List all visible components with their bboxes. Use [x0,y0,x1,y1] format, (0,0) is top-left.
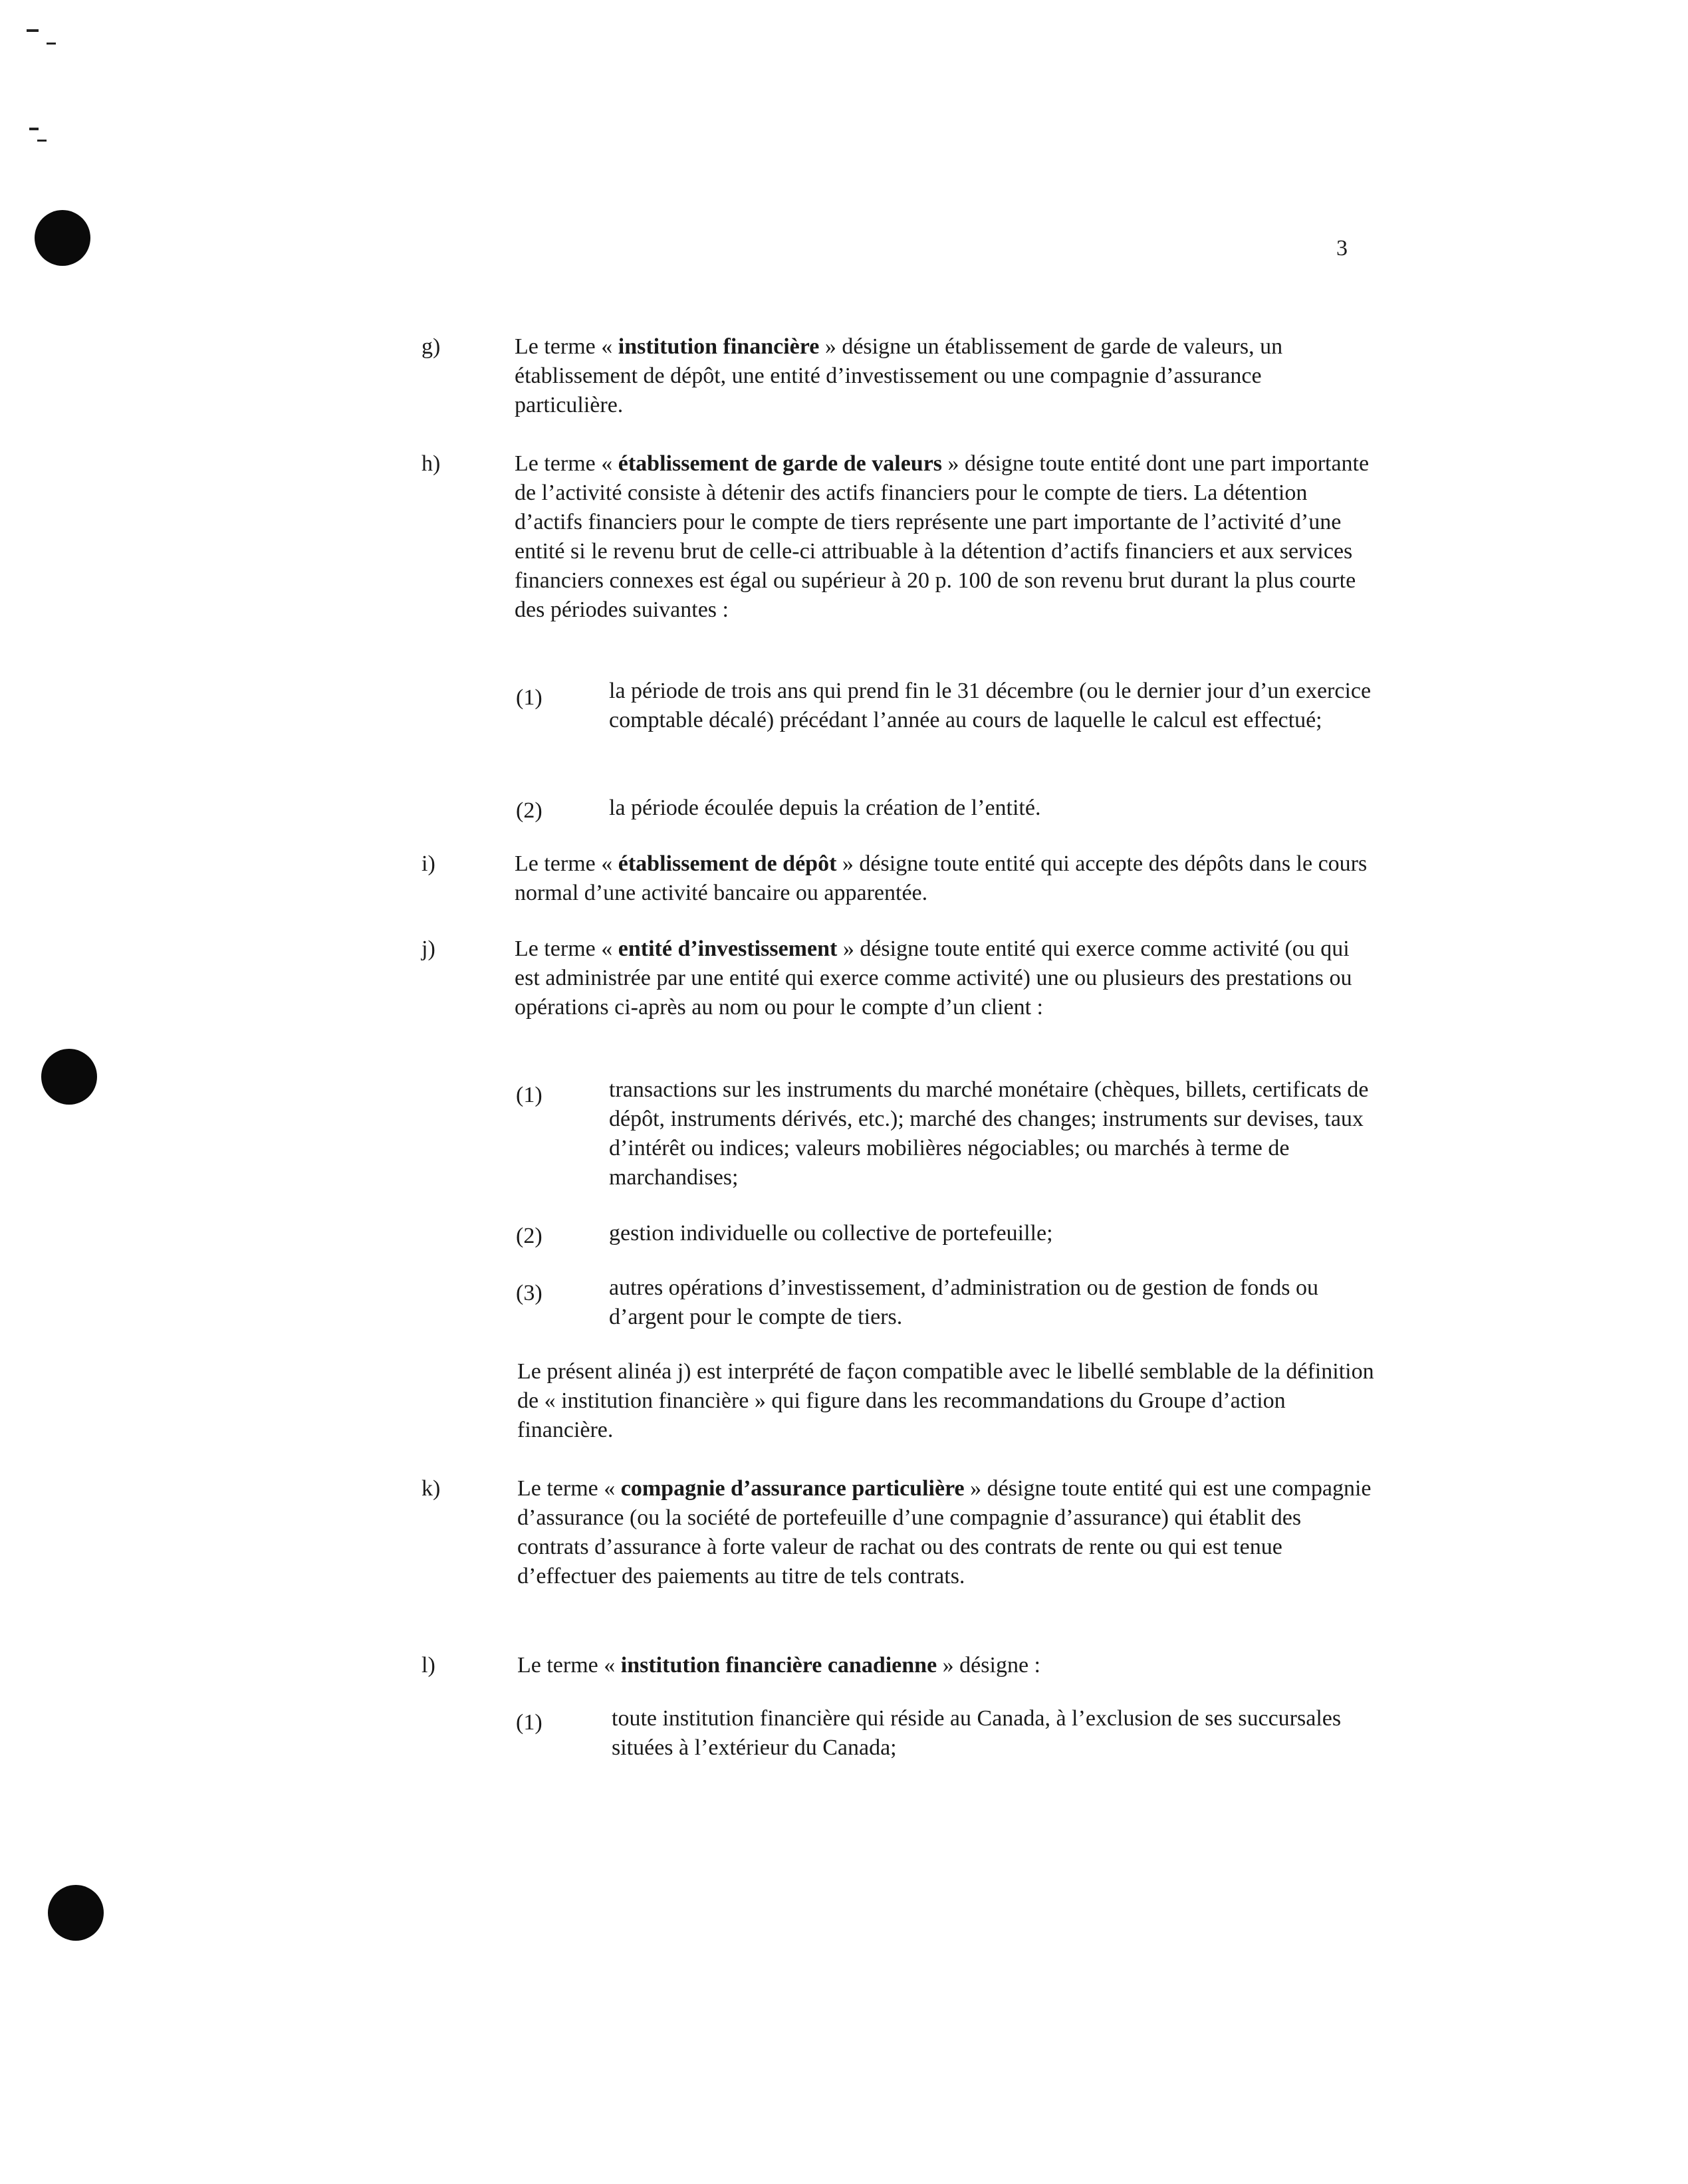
clause-lead: Le terme « [517,1653,621,1678]
punch-hole-bottom [48,1885,104,1941]
clause-label: i) [422,851,435,876]
clause-lead: Le terme « [515,334,618,359]
punch-hole-top [35,210,90,266]
clause-text [515,449,1372,625]
item-text: la période écoulée depuis la création de l’entité. [609,796,1041,820]
scan-mark [29,128,39,130]
clause-text [517,1474,1375,1591]
clause-text [515,849,1372,908]
clause-lead: Le terme « [517,1476,621,1501]
item-text: toute institution financière qui réside au Canada, à l’exclusion de ses succursales situées à l’extérieur du Canada; [612,1706,1342,1760]
clause-body: » désigne toute entité qui accepte des dépôts dans le cours normal d’une activité bancaire ou apparentée. [515,851,1368,905]
defined-term: compagnie d’assurance particulière [620,1476,965,1501]
item-label: (1) [516,1083,543,1107]
scan-mark [27,29,39,32]
scan-mark [37,140,47,142]
clause-body: » désigne un établissement de garde de valeurs, un établissement de dépôt, une entité d’investissement ou une compagnie d’assurance particulière. [515,334,1283,417]
clause-label: k) [422,1476,441,1501]
punch-hole-middle [41,1049,97,1105]
clause-label: h) [422,451,441,476]
item-label: (2) [516,798,543,823]
defined-term: institution financière [618,334,820,359]
defined-term: entité d’investissement [618,936,838,961]
defined-term: établissement de garde de valeurs [618,451,943,476]
clause-label: l) [422,1653,435,1678]
clause-body: » désigne toute entité qui exerce comme activité (ou qui est administrée par une entité qui exerce comme activité) une ou plusieurs des prestations ou opérations ci-après au nom ou pour le compte d’un client : [515,936,1352,1020]
clause-text [517,1651,1375,1680]
item-label: (1) [516,1710,543,1735]
item-text: transactions sur les instruments du marché monétaire (chèques, billets, certificats de dépôt, instruments dérivés, etc.); marché des changes; instruments sur devises, taux d’intérêt ou indices; valeurs mobilières négociables; ou marchés à terme de marchandises; [609,1077,1369,1190]
clause-lead: Le terme « [515,936,618,961]
clause-label: g) [422,334,441,359]
clause-body: » désigne toute entité dont une part importante de l’activité consiste à détenir des actifs financiers pour le compte de tiers. La détention d’actifs financiers pour le compte de tiers représente une part importante de l’activité d’une entité si le revenu brut de celle-ci attribuable à la détention d’actifs financiers et aux services financiers connexes est égal ou supérieur à 20 p. 100 de son revenu brut durant la plus courte des périodes suivantes : [515,451,1370,622]
scan-mark [47,43,56,45]
item-label: (3) [516,1281,543,1305]
defined-term: institution financière canadienne [620,1653,937,1678]
clause-closing: Le présent alinéa j) est interprété de façon compatible avec le libellé semblable de la définition de « institution financière » qui figure dans les recommandations du Groupe d’action financière. [517,1359,1374,1442]
item-label: (2) [516,1224,543,1248]
item-text: gestion individuelle ou collective de portefeuille; [609,1221,1053,1246]
clause-body: » désigne : [937,1653,1040,1678]
clause-lead: Le terme « [515,451,618,476]
page-number: 3 [1336,236,1348,261]
clause-text [515,934,1372,1022]
item-text: autres opérations d’investissement, d’administration ou de gestion de fonds ou d’argent pour le compte de tiers. [609,1275,1319,1329]
clause-text [515,332,1372,420]
clause-body: » désigne toute entité qui est une compagnie d’assurance (ou la société de portefeuille d’une compagnie d’assurance) qui établit des contrats d’assurance à forte valeur de rachat ou des contrats de rente ou qui est tenue d’effectuer des paiements au titre de tels contrats. [517,1476,1372,1588]
defined-term: établissement de dépôt [618,851,837,876]
clause-lead: Le terme « [515,851,618,876]
clause-label: j) [422,936,435,961]
item-text: la période de trois ans qui prend fin le 31 décembre (ou le dernier jour d’un exercice comptable décalé) précédant l’année au cours de laquelle le calcul est effectué; [609,679,1372,732]
item-label: (1) [516,685,543,710]
